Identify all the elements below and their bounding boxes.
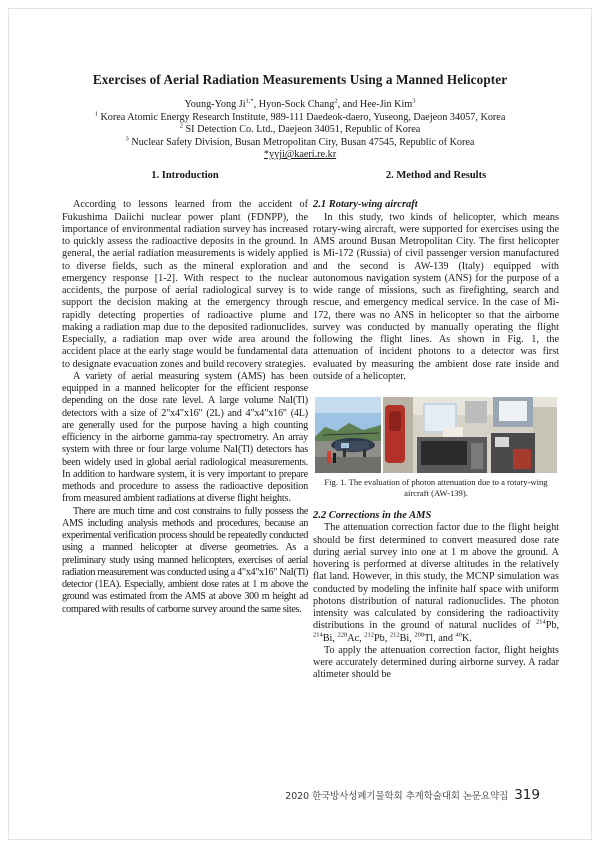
methods-paragraph-3: To apply the attenuation correction factor, flight heights were accurately determined during airborne survey. A radar altimeter should be (313, 644, 559, 681)
methods-paragraph-1: In this study, two kinds of helicopter, which means rotary-wing aircraft, were supported for exercises using the AMS around Busan Metropolitan City. The first helicopter is Mi-172 (Russia) of civil passenger version manufactured and the second is AW-139 (Italy) equipped with autonomous navigation system (ANS) for the purpose of a wide range of missions, such as firefighting, search and rescue, and emergency medical service. In the case of Mi-172, there was no ANS in helicopter so that the airborne survey was conducted by manually operating the flight following the flight lines. As shown in Fig. 1, the attenuation of incident photons to a detector was first evaluated by measuring the ambient dose rate inside and outside of a helicopter. (313, 211, 559, 382)
page-number: 319 (514, 787, 540, 803)
corresponding-email[interactable]: *yyji@kaeri.re.kr (263, 149, 337, 161)
author-line (40, 99, 560, 112)
nuclide-pb212 (364, 633, 390, 644)
nuclide-element: Tl (424, 632, 434, 644)
author-1: Young-Yong Ji (184, 99, 246, 110)
nuclide-bi214 (313, 633, 337, 644)
affiliation-2 (40, 124, 560, 137)
author-3-sup: 3 (412, 97, 416, 105)
nuclide-element: Ac (347, 632, 360, 644)
affiliation-3 (40, 137, 560, 150)
left-column (62, 170, 308, 616)
nuclide-separator: , (359, 632, 365, 644)
nuclide-pb214 (536, 620, 559, 631)
helicopter-cabin-photo (383, 397, 557, 473)
subsection-heading-2-2: 2.2 Corrections in the AMS (313, 510, 432, 521)
intro-paragraph-2: A variety of aerial measuring system (AMS) has been equipped in a manned helicopter for the efficient response depending on the dose rate level. A large volume NaI(Tl) detectors with a size of 2"x4"x16" (2L) and 4"x4"x16" (4L) are generally used for the purpose having a high counting efficiency in the airborne gamma-ray spectrometry. An array system with three or four large volume NaI(Tl) detectors has been widely used in global aerial radiological measurements. In addition to hardware system, it is very important to prepare methods and procedure to assess the radioactive deposition from measured ambient radiations at diverse flight heights. (62, 370, 308, 505)
page-footer (285, 787, 540, 803)
affiliation-1-sup: 1 (94, 110, 98, 118)
nuclide-mass: 212 (389, 631, 400, 639)
introduction-heading: 1. Introduction (151, 170, 219, 181)
affiliation-2-sup: 2 (179, 122, 183, 130)
author-2-sup: 2 (334, 97, 338, 105)
intro-paragraph-3: There are much time and cost constrains to fully possess the AMS including analysis methods and procedures, because an experimental verification process should be repeatedly conducted using a manned helicopter at diverse geometries. As a preliminary study using manned helicopters, exercises of aerial radiation measurement was conducted using a 4"x4"x16" NaI(Tl) detector (1EA). Especially, ambient dose rates at 1 m above the ground was estimated from the AMS at above 300 m height ad compared with results of carborne survey around the same sites. (62, 505, 308, 615)
nuclide-mass: 40 (455, 631, 462, 639)
nuclide-separator: , (409, 632, 415, 644)
nuclide-mass: 208 (414, 631, 425, 639)
nuclide-ac228 (337, 633, 364, 644)
proceedings-title: 2020 한국방사성폐기물학회 추계학술대회 논문요약집 (285, 791, 509, 802)
helicopter-exterior-photo (315, 397, 381, 473)
affiliation-1 (40, 112, 560, 125)
nuclide-element: Bi (322, 632, 333, 644)
author-block (40, 99, 560, 162)
subsection-heading-2-1: 2.1 Rotary-wing aircraft (313, 199, 418, 211)
nuclide-separator: , (556, 620, 559, 632)
figure-1 (313, 397, 559, 473)
nuclide-mass: 212 (364, 631, 374, 639)
author-1-sup: 1,* (245, 97, 254, 105)
nuclide-bi212 (390, 633, 414, 644)
nuclide-separator: , and (433, 632, 456, 644)
right-column (313, 170, 559, 682)
affiliation-3-sup: 3 (125, 135, 129, 143)
nuclide-element: Pb (373, 632, 385, 644)
nuclide-k40 (455, 633, 471, 644)
methods-paragraph-2 (313, 522, 559, 645)
nuclide-separator: . (469, 632, 472, 644)
affiliation-3-text: Nuclear Safety Division, Busan Metropolitan City, Busan 47545, Republic of Korea (131, 136, 475, 148)
nuclide-mass: 228 (337, 631, 348, 639)
author-2: , Hyon-Sock Chang (253, 99, 335, 110)
affiliation-1-text: Korea Atomic Energy Research Institute, 989-111 Daedeok-daero, Yuseong, Daejeon 34057, Korea (100, 111, 506, 123)
intro-paragraph-1: According to lessons learned from the accident of Fukushima Daiichi nuclear power plant (FDNPP), the importance of environmental radiation survey has increased to quickly assess the radioactive deposits in the ground. In general, the aerial radiation measurements is widely applied to diverse fields, such as the mineral exploration and emergency response [1-2]. With respect to the nuclear accidents, the purpose of aerial radiological survey is to support the decision making at the emergency through rapidly detecting properties of radioactive plume and making a radiation map due to the deposited radionuclides. Especially, a radiation map over wide area around the accident place at the early stage would be fundamental data to designate evacuation zones and build recovery strategies. (62, 199, 308, 370)
nuclide-separator: , (332, 632, 338, 644)
nuclide-tl208 (414, 633, 455, 644)
affiliation-2-text: SI Detection Co. Ltd., Daejeon 34051, Republic of Korea (185, 124, 421, 136)
nuclide-mass: 214 (535, 618, 546, 626)
author-3: , and Hee-Jin Kim (337, 99, 413, 110)
methods-heading: 2. Method and Results (385, 170, 487, 181)
paper-title: Exercises of Aerial Radiation Measurements Using a Manned Helicopter (92, 72, 508, 87)
nuclide-element: K (461, 632, 470, 644)
nuclide-element: Pb (545, 620, 557, 632)
nuclide-element: Bi (399, 632, 410, 644)
nuclide-separator: , (384, 632, 390, 644)
figure-1-caption: Fig. 1. The evaluation of photon attenuation due to a rotary-wing aircraft (AW-139). (324, 477, 548, 498)
nuclide-mass: 214 (313, 631, 323, 639)
methods-paragraph-2-text: The attenuation correction factor due to the flight height should be first determined to convert measured dose rate during aerial survey into one at 1 m above the ground. A hovering is performed at diverse altitudes in the relatively flat land. However, in this study, the MCNP simulation was conducted by modeling the infinite half space with uniform photons distribution of natural radionuclides. The photon intensity was calculated by considering the radioactivity distributions in the ground of natural nuclides of (313, 522, 559, 632)
